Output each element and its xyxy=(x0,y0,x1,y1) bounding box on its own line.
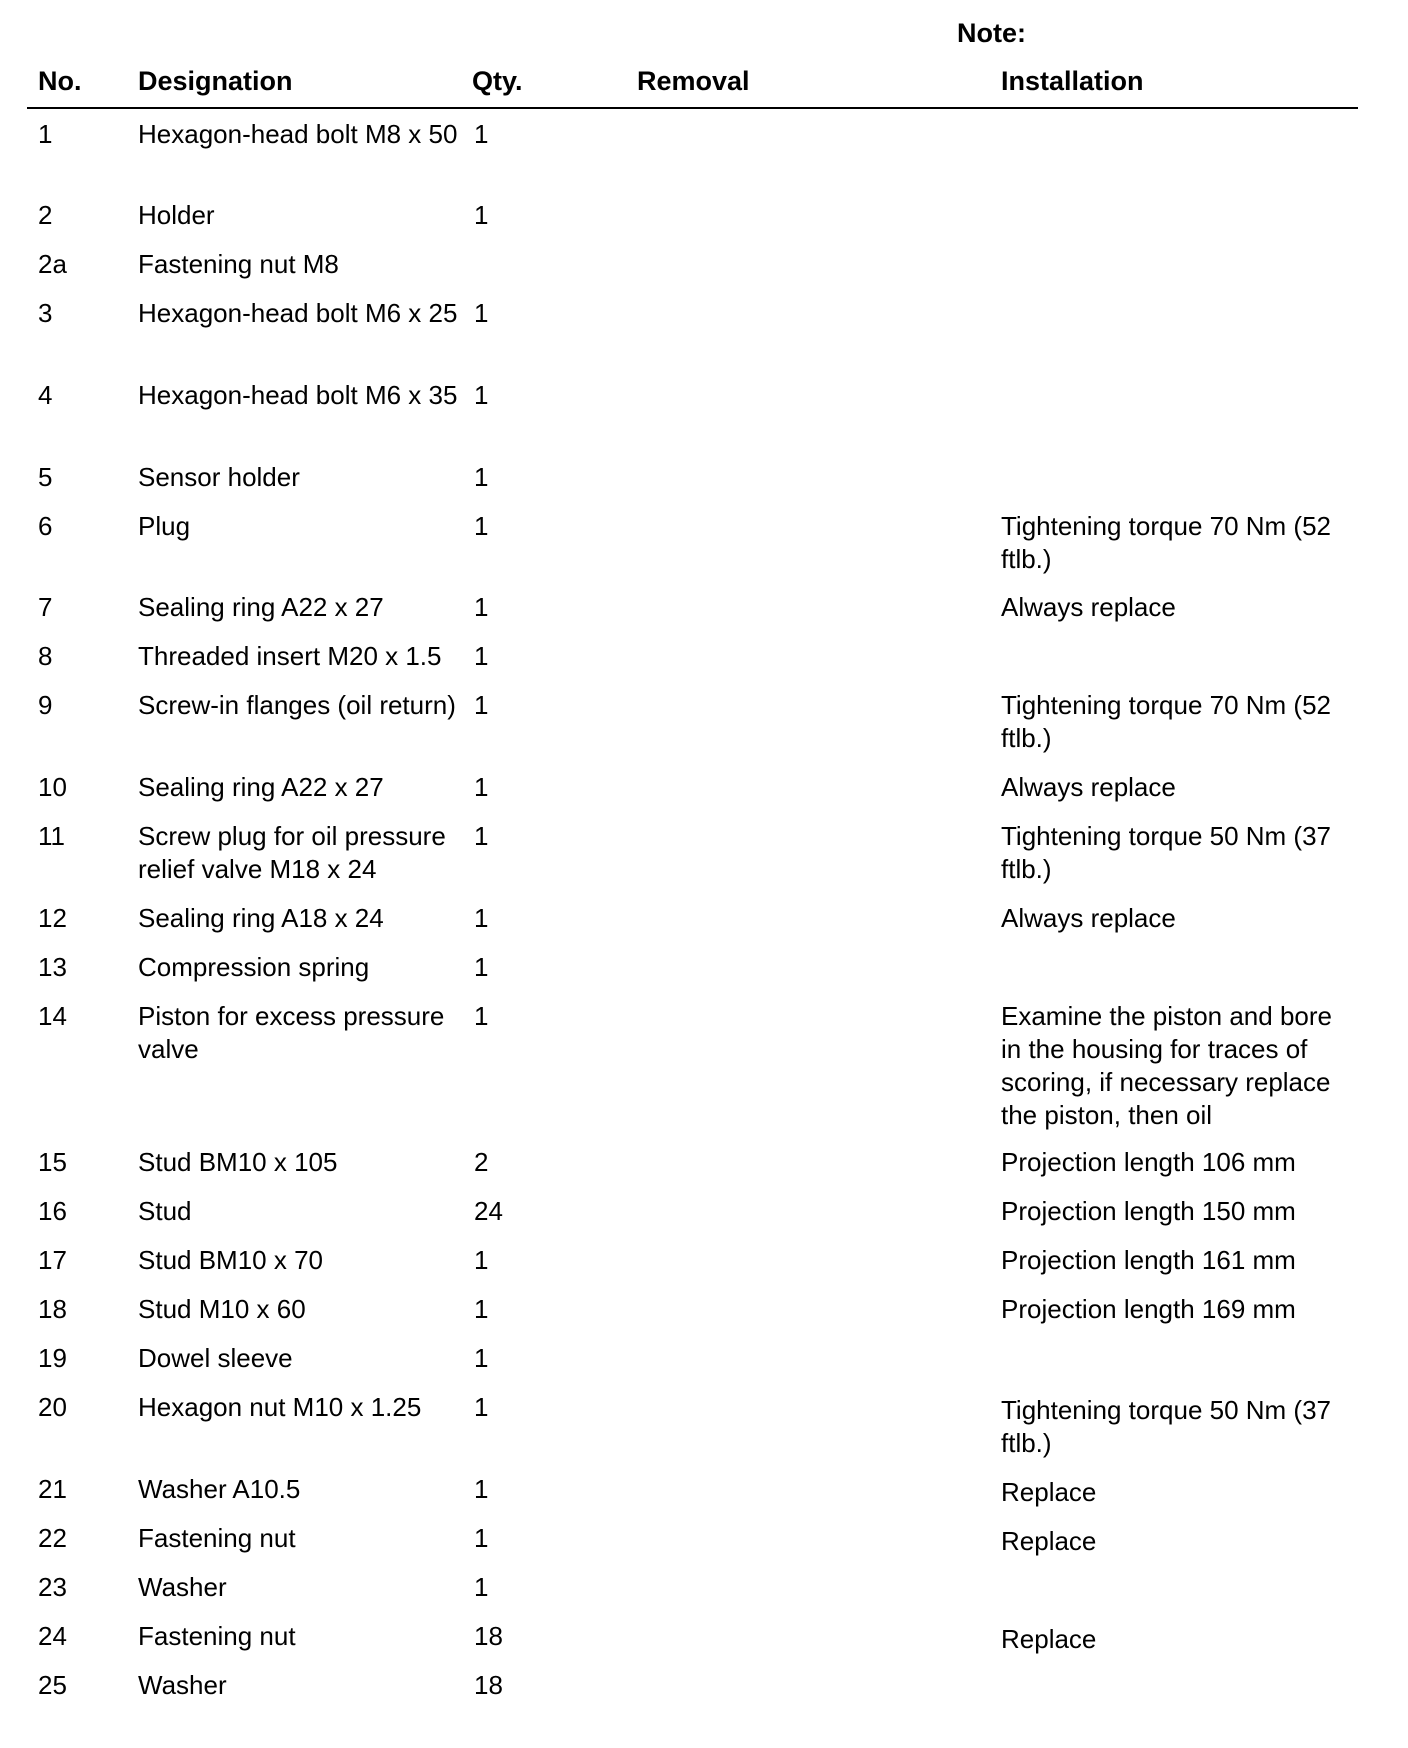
header-qty: Qty. xyxy=(472,66,523,96)
table-row xyxy=(0,118,1408,199)
row-no: 4 xyxy=(38,380,53,410)
table-row xyxy=(0,1342,1408,1391)
table-row xyxy=(0,1244,1408,1293)
table-row xyxy=(0,591,1408,640)
header-designation: Designation xyxy=(138,66,293,96)
row-installation: Tightening torque 70 Nm (52 ftlb.) xyxy=(1001,511,1332,574)
row-designation: Hexagon-head bolt M6 x 25 xyxy=(138,298,458,328)
table-row xyxy=(0,1391,1408,1473)
row-no: 10 xyxy=(38,772,67,802)
row-qty: 18 xyxy=(474,1670,503,1700)
row-installation: Projection length 161 mm xyxy=(1001,1245,1296,1275)
row-designation: Hexagon-head bolt M6 x 35 xyxy=(138,380,458,410)
row-installation: Projection length 106 mm xyxy=(1001,1147,1296,1177)
row-designation: Washer A10.5 xyxy=(138,1474,301,1504)
row-installation: Tightening torque 50 Nm (37 ftlb.) xyxy=(1001,1395,1332,1458)
row-qty: 1 xyxy=(474,772,489,802)
row-no: 25 xyxy=(38,1670,67,1700)
row-designation: Sealing ring A18 x 24 xyxy=(138,903,384,933)
table-row xyxy=(0,248,1408,297)
row-qty: 1 xyxy=(474,903,489,933)
row-installation: Always replace xyxy=(1001,903,1176,933)
row-designation: Stud BM10 x 70 xyxy=(138,1245,323,1275)
table-row xyxy=(0,199,1408,248)
row-designation: Sensor holder xyxy=(138,462,300,492)
row-installation: Always replace xyxy=(1001,592,1176,622)
row-designation: Sealing ring A22 x 27 xyxy=(138,772,384,802)
row-no: 2a xyxy=(38,249,67,279)
row-qty: 1 xyxy=(474,952,489,982)
row-installation: Replace xyxy=(1001,1526,1097,1556)
row-qty: 1 xyxy=(474,690,489,720)
table-row xyxy=(0,510,1408,591)
row-no: 7 xyxy=(38,592,53,622)
row-no: 20 xyxy=(38,1392,67,1422)
table-header xyxy=(0,66,1408,100)
row-installation: Tightening torque 50 Nm (37 ftlb.) xyxy=(1001,821,1332,884)
table-row xyxy=(0,771,1408,820)
row-designation: Plug xyxy=(138,511,191,541)
table-row xyxy=(0,1522,1408,1571)
row-designation: Hexagon-head bolt M8 x 50 xyxy=(138,119,458,149)
row-no: 21 xyxy=(38,1474,67,1504)
header-no: No. xyxy=(38,66,82,96)
table-row xyxy=(0,1473,1408,1522)
header-removal: Removal xyxy=(637,66,750,96)
table-row xyxy=(0,902,1408,951)
row-qty: 1 xyxy=(474,200,489,230)
row-designation: Stud xyxy=(138,1196,192,1226)
row-no: 17 xyxy=(38,1245,67,1275)
row-designation: Piston for excess pressure valve xyxy=(138,1001,445,1064)
note-label: Note: xyxy=(957,18,1026,48)
table-row xyxy=(0,1146,1408,1195)
row-qty: 1 xyxy=(474,380,489,410)
row-designation: Washer xyxy=(138,1572,227,1602)
row-qty: 1 xyxy=(474,462,489,492)
row-designation: Washer xyxy=(138,1670,227,1700)
row-qty: 1 xyxy=(474,641,489,671)
row-qty: 18 xyxy=(474,1621,503,1651)
row-qty: 1 xyxy=(474,1245,489,1275)
row-designation: Sealing ring A22 x 27 xyxy=(138,592,384,622)
row-designation: Fastening nut xyxy=(138,1621,296,1651)
table-row xyxy=(0,1195,1408,1244)
row-no: 23 xyxy=(38,1572,67,1602)
table-row xyxy=(0,820,1408,902)
table-row xyxy=(0,1669,1408,1718)
row-no: 5 xyxy=(38,462,53,492)
row-qty: 1 xyxy=(474,1474,489,1504)
row-designation: Stud M10 x 60 xyxy=(138,1294,306,1324)
row-qty: 1 xyxy=(474,1001,489,1031)
parts-table xyxy=(0,118,1408,1718)
row-installation: Replace xyxy=(1001,1624,1097,1654)
table-row xyxy=(0,461,1408,510)
row-qty: 1 xyxy=(474,1294,489,1324)
row-no: 3 xyxy=(38,298,53,328)
row-installation: Projection length 150 mm xyxy=(1001,1196,1296,1226)
row-installation: Examine the piston and bore in the housing for traces of scoring, if necessary replace the piston, then oil xyxy=(1001,1001,1332,1130)
row-designation: Holder xyxy=(138,200,215,230)
row-no: 22 xyxy=(38,1523,67,1553)
row-qty: 1 xyxy=(474,1392,489,1422)
row-no: 24 xyxy=(38,1621,67,1651)
row-no: 12 xyxy=(38,903,67,933)
row-designation: Fastening nut xyxy=(138,1523,296,1553)
row-no: 16 xyxy=(38,1196,67,1226)
row-no: 14 xyxy=(38,1001,67,1031)
row-no: 19 xyxy=(38,1343,67,1373)
row-installation: Replace xyxy=(1001,1477,1097,1507)
row-qty: 1 xyxy=(474,298,489,328)
table-row xyxy=(0,951,1408,1000)
row-qty: 1 xyxy=(474,1572,489,1602)
table-row xyxy=(0,1293,1408,1342)
row-installation: Always replace xyxy=(1001,772,1176,802)
row-no: 2 xyxy=(38,200,53,230)
row-qty: 2 xyxy=(474,1147,489,1177)
row-designation: Dowel sleeve xyxy=(138,1343,293,1373)
row-installation: Projection length 169 mm xyxy=(1001,1294,1296,1324)
row-no: 9 xyxy=(38,690,53,720)
row-designation: Threaded insert M20 x 1.5 xyxy=(138,641,442,671)
header-divider xyxy=(27,107,1358,109)
row-designation: Hexagon nut M10 x 1.25 xyxy=(138,1392,422,1422)
table-row xyxy=(0,379,1408,461)
row-designation: Screw plug for oil pressure relief valve M18 x 24 xyxy=(138,821,446,884)
row-qty: 1 xyxy=(474,592,489,622)
row-no: 13 xyxy=(38,952,67,982)
table-row xyxy=(0,1620,1408,1669)
row-designation: Fastening nut M8 xyxy=(138,249,339,279)
row-no: 11 xyxy=(38,821,65,851)
row-no: 15 xyxy=(38,1147,67,1177)
row-designation: Compression spring xyxy=(138,952,370,982)
row-qty: 1 xyxy=(474,511,489,541)
header-installation: Installation xyxy=(1001,66,1144,96)
row-designation: Stud BM10 x 105 xyxy=(138,1147,338,1177)
table-row xyxy=(0,689,1408,771)
row-installation: Tightening torque 70 Nm (52 ftlb.) xyxy=(1001,690,1332,753)
row-qty: 1 xyxy=(474,1523,489,1553)
row-no: 18 xyxy=(38,1294,67,1324)
row-qty: 1 xyxy=(474,1343,489,1373)
row-designation: Screw-in flanges (oil return) xyxy=(138,690,456,720)
table-row xyxy=(0,640,1408,689)
row-qty: 1 xyxy=(474,119,489,149)
row-no: 6 xyxy=(38,511,53,541)
row-qty: 24 xyxy=(474,1196,503,1226)
row-no: 1 xyxy=(38,119,53,149)
row-qty: 1 xyxy=(474,821,489,851)
row-no: 8 xyxy=(38,641,53,671)
table-row xyxy=(0,297,1408,379)
table-row xyxy=(0,1571,1408,1620)
table-row xyxy=(0,1000,1408,1146)
